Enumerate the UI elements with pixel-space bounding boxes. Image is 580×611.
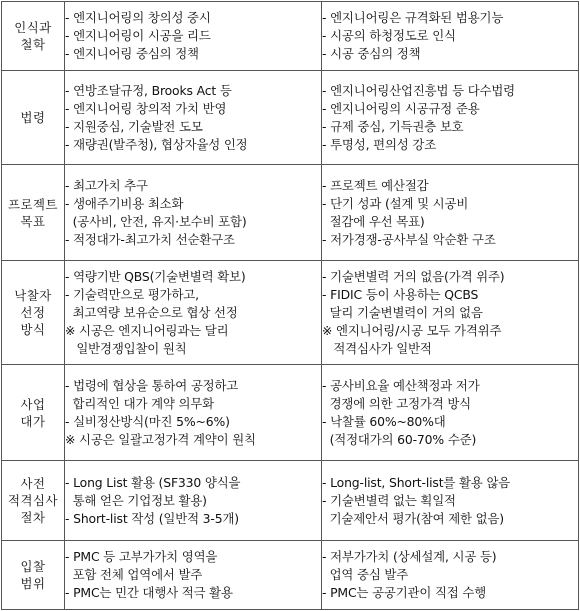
table-row	[2, 71, 579, 165]
row-category-cell	[2, 541, 65, 610]
bullet-item: - 법령에 협상을 통하여 공정하고	[65, 377, 239, 393]
bullet-item: - 투명성, 편의성 강조	[322, 136, 437, 152]
table-row	[2, 365, 579, 461]
bullet-item: ※ 시공은 엔지니어링과는 달리	[65, 322, 229, 338]
bullet-item: - 기술변별력 거의 없음(가격 위주)	[322, 268, 505, 284]
category-label-line: 범위	[20, 576, 46, 591]
category-label-line: 인식과	[14, 20, 52, 35]
left-column-cell	[65, 261, 322, 365]
category-label-line: 프로젝트	[8, 196, 58, 212]
row-category-cell	[2, 71, 65, 165]
right-column-cell	[322, 165, 579, 261]
table-row	[2, 541, 579, 610]
category-label-line: 선정	[20, 305, 46, 320]
bullet-item: - PMC 등 고부가가치 영역을	[65, 549, 218, 564]
bullet-item: - 규제 중심, 기득권층 보호	[322, 118, 464, 134]
bullet-item: 업역 중심 발주	[322, 567, 409, 582]
category-label-line: 절차	[20, 510, 46, 525]
bullet-item: - 시공 중심의 정책	[322, 46, 421, 61]
bullet-item: - 단기 성과 (설계 및 시공비	[322, 195, 469, 211]
category-label-line: 사업	[20, 396, 46, 412]
category-label-line: 낙찰자	[14, 288, 52, 303]
table-row	[2, 461, 579, 541]
category-label-line: 입찰	[20, 559, 46, 574]
bullet-item: - 재량권(발주청), 협상자율성 인정	[65, 136, 248, 152]
bullet-item: 기술제안서 평가(참여 제한 없음)	[322, 510, 504, 526]
bullet-item: - Short-list 작성 (일반적 3-5개)	[65, 510, 239, 526]
bullet-item: - 엔지니어링이 시공을 리드	[65, 28, 211, 43]
bullet-item: - Long List 활용 (SF330 양식을	[65, 474, 241, 490]
bullet-item: ※ 엔지니어링/시공 모두 가격위주	[322, 322, 502, 338]
bullet-item: 포함 전체 업역에서 발주	[65, 567, 203, 582]
bullet-item: - 최고가치 추구	[65, 177, 148, 193]
bullet-item: - 엔지니어링산업진흥법 등 다수법령	[322, 82, 515, 98]
left-column-cell	[65, 165, 322, 261]
comparison-table	[1, 1, 579, 610]
bullet-item: - PMC는 공공기관이 직접 수행	[322, 585, 487, 600]
row-category-cell	[2, 365, 65, 461]
bullet-item: 달리 기술변별력이 거의 없음	[322, 304, 483, 320]
category-label-line: 대가	[20, 413, 46, 429]
category-label-line: 철학	[20, 37, 46, 52]
right-column-cell	[322, 461, 579, 541]
bullet-item: - 시공의 하청정도로 인식	[322, 28, 456, 43]
bullet-item: 일반경쟁입찰이 원칙	[65, 340, 187, 356]
right-column-cell	[322, 2, 579, 71]
left-column-cell	[65, 365, 322, 461]
bullet-item: - 엔지니어링은 규격화된 범용기능	[322, 10, 504, 25]
category-label-line: 법령	[20, 110, 46, 125]
bullet-item: 절감에 우선 목표)	[322, 213, 425, 229]
bullet-item: - 엔지니어링의 시공규정 준용	[322, 100, 480, 116]
bullet-item: 적격심사가 일반적	[322, 340, 432, 356]
category-label-line: 목표	[20, 213, 46, 229]
row-category-cell	[2, 165, 65, 261]
table-row	[2, 2, 579, 71]
bullet-item: - 지원중심, 기술발전 도모	[65, 118, 203, 134]
bullet-item: - 프로젝트 예산절감	[322, 177, 429, 193]
row-category-cell	[2, 461, 65, 541]
bullet-item: ※ 시공은 일괄고정가격 계약이 원칙	[65, 431, 256, 447]
bullet-item: 경쟁에 의한 고정가격 방식	[322, 395, 471, 411]
bullet-item: - 기술변별력 없는 획일적	[322, 492, 456, 508]
right-column-cell	[322, 365, 579, 461]
category-label-line: 사전	[20, 476, 46, 491]
bullet-item: (공사비, 안전, 유지·보수비 포함)	[65, 213, 247, 229]
bullet-item: - 엔지니어링의 창의성 중시	[65, 10, 211, 25]
bullet-item: - 엔지니어링 창의적 가치 반영	[65, 100, 227, 116]
left-column-cell	[65, 461, 322, 541]
row-category-cell	[2, 2, 65, 71]
table-row	[2, 165, 579, 261]
row-category-cell	[2, 261, 65, 365]
category-label-line: 방식	[20, 322, 46, 337]
bullet-item: (적정대가의 60-70% 수준)	[322, 431, 477, 447]
bullet-item: - 엔지니어링 중심의 정책	[65, 46, 199, 61]
bullet-item: - 공사비요율 예산책정과 저가	[322, 377, 480, 393]
bullet-item: - Long-list, Short-list를 활용 않음	[322, 474, 511, 490]
category-label-line: 적격심사	[8, 493, 58, 508]
bullet-item: - 적정대가-최고가치 선순환구조	[65, 231, 235, 247]
right-column-cell	[322, 71, 579, 165]
bullet-item: - 연방조달규정, Brooks Act 등	[65, 82, 232, 98]
bullet-item: - FIDIC 등이 사용하는 QCBS	[322, 286, 479, 302]
left-column-cell	[65, 71, 322, 165]
bullet-item: - PMC는 민간 대행사 적극 활용	[65, 585, 233, 600]
bullet-item: - 실비정산방식(마진 5%~6%)	[65, 413, 230, 429]
bullet-item: - 역량기반 QBS(기술변별력 확보)	[65, 268, 246, 284]
left-column-cell	[65, 2, 322, 71]
bullet-item: - 저부가가치 (상세설계, 시공 등)	[322, 549, 497, 564]
bullet-item: - 저가경쟁-공사부실 악순환 구조	[322, 231, 496, 247]
bullet-item: - 낙찰률 60%~80%대	[322, 413, 446, 429]
table-row	[2, 261, 579, 365]
right-column-cell	[322, 261, 579, 365]
right-column-cell	[322, 541, 579, 610]
bullet-item: 합리적인 대가 계약 의무화	[65, 395, 214, 411]
bullet-item: - 생애주기비용 최소화	[65, 195, 184, 211]
bullet-item: 통해 얻은 기업정보 활용)	[65, 492, 207, 508]
left-column-cell	[65, 541, 322, 610]
bullet-item: 최고역량 보유순으로 협상 선정	[65, 304, 238, 320]
bullet-item: - 기술력만으로 평가하고,	[65, 286, 199, 302]
